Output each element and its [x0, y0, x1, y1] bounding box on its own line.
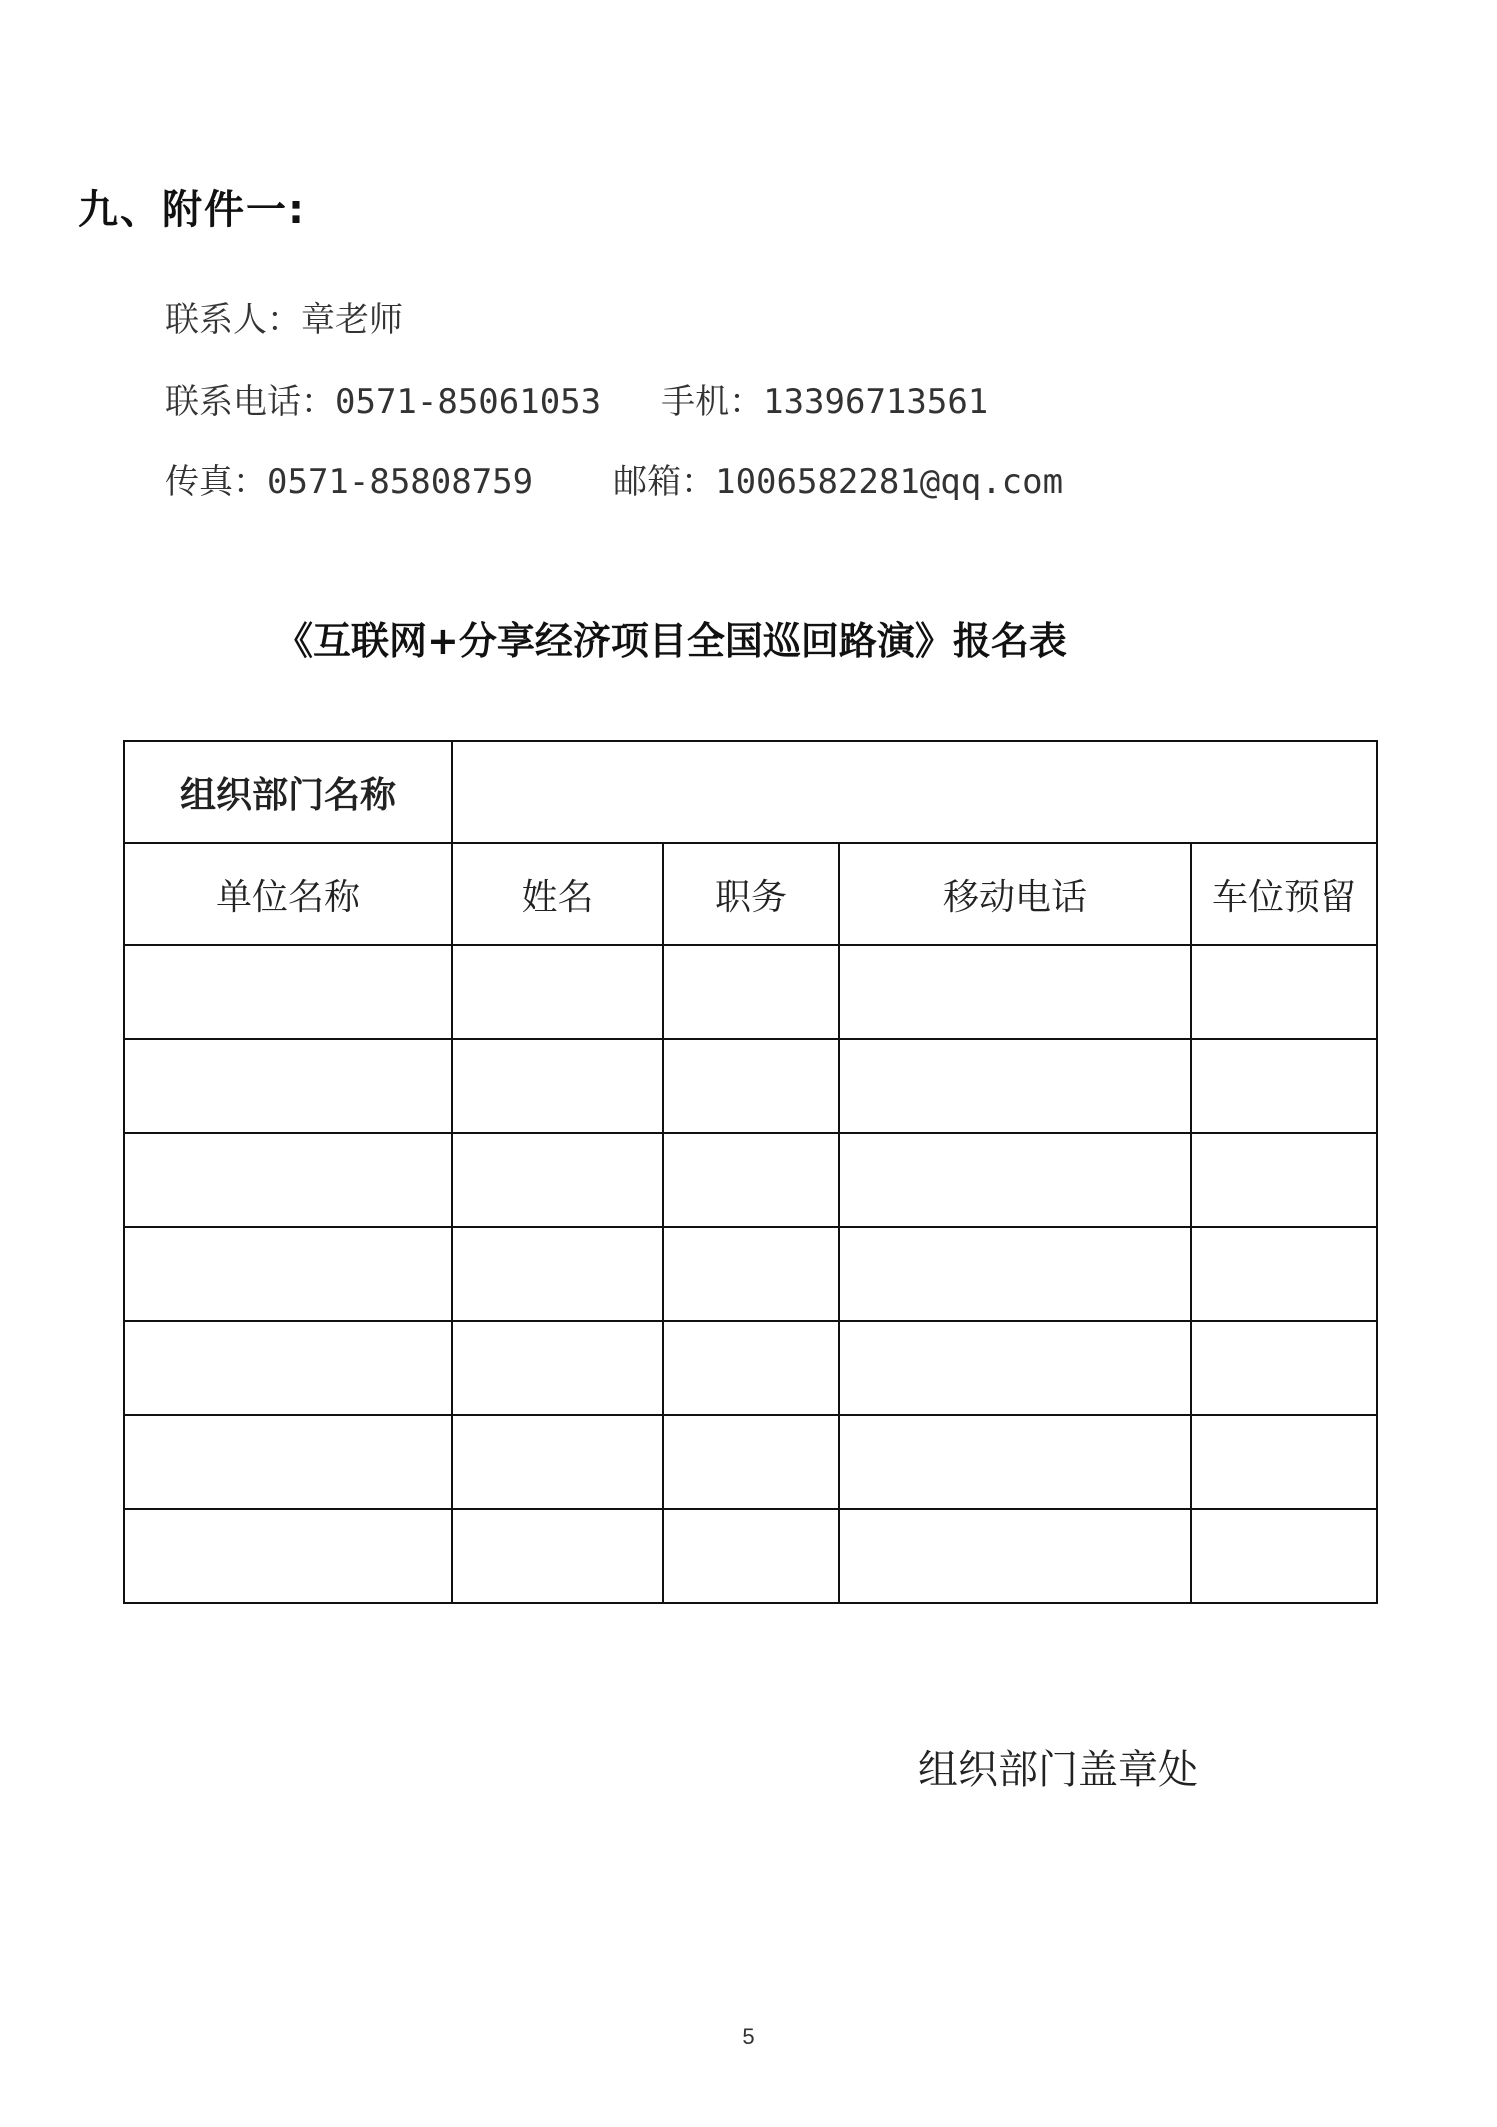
col-header-name: 姓名 [452, 843, 663, 945]
contact-phone: 联系电话：0571-85061053 [165, 382, 602, 422]
org-label: 组织部门名称 [124, 741, 452, 843]
col-header-unit: 单位名称 [124, 843, 452, 945]
table-row [124, 1415, 1377, 1509]
contact-line-2 [165, 374, 988, 423]
table-cell[interactable] [663, 1509, 839, 1603]
seal-area-label: 组织部门盖章处 [918, 1747, 1198, 1793]
table-cell[interactable] [663, 1415, 839, 1509]
table-cell[interactable] [452, 1227, 663, 1321]
table-cell[interactable] [452, 1415, 663, 1509]
table-cell[interactable] [1191, 1039, 1377, 1133]
table-cell[interactable] [1191, 1227, 1377, 1321]
table-cell[interactable] [663, 1227, 839, 1321]
contact-person: 联系人：章老师 [165, 300, 403, 340]
table-cell[interactable] [663, 945, 839, 1039]
table-cell[interactable] [124, 1133, 452, 1227]
table-cell[interactable] [839, 945, 1191, 1039]
table-row [124, 1227, 1377, 1321]
table-cell[interactable] [1191, 945, 1377, 1039]
table-cell[interactable] [452, 945, 663, 1039]
table-cell[interactable] [663, 1039, 839, 1133]
org-value-cell[interactable] [452, 741, 1377, 843]
contact-line-1 [165, 292, 403, 341]
form-title: 《互联网+分享经济项目全国巡回路演》报名表 [275, 619, 1067, 663]
table-row [124, 1509, 1377, 1603]
table-cell[interactable] [124, 1415, 452, 1509]
org-row [124, 741, 1377, 843]
contact-fax: 传真：0571-85808759 [165, 462, 534, 502]
table-cell[interactable] [839, 1321, 1191, 1415]
table-cell[interactable] [663, 1133, 839, 1227]
table-cell[interactable] [1191, 1133, 1377, 1227]
table-cell[interactable] [839, 1039, 1191, 1133]
table-cell[interactable] [452, 1133, 663, 1227]
header-row [124, 843, 1377, 945]
table-row [124, 1321, 1377, 1415]
table-cell[interactable] [839, 1415, 1191, 1509]
table-cell[interactable] [839, 1133, 1191, 1227]
contact-line-3 [165, 454, 1063, 503]
page-number: 5 [742, 2024, 755, 2049]
table-cell[interactable] [663, 1321, 839, 1415]
section-heading: 九、附件一: [78, 187, 306, 233]
table-cell[interactable] [124, 1227, 452, 1321]
table-cell[interactable] [452, 1321, 663, 1415]
table-cell[interactable] [1191, 1509, 1377, 1603]
table-cell[interactable] [839, 1509, 1191, 1603]
registration-table [123, 740, 1378, 1604]
contact-mobile: 手机：13396713561 [661, 382, 989, 422]
table-cell[interactable] [839, 1227, 1191, 1321]
contact-email: 邮箱：1006582281@qq.com [613, 462, 1064, 502]
table-cell[interactable] [124, 1509, 452, 1603]
table-cell[interactable] [1191, 1415, 1377, 1509]
table-cell[interactable] [124, 1321, 452, 1415]
col-header-mobile: 移动电话 [839, 843, 1191, 945]
col-header-position: 职务 [663, 843, 839, 945]
table-row [124, 1133, 1377, 1227]
table-cell[interactable] [452, 1039, 663, 1133]
table-cell[interactable] [1191, 1321, 1377, 1415]
col-header-parking: 车位预留 [1191, 843, 1377, 945]
table-cell[interactable] [124, 1039, 452, 1133]
table-cell[interactable] [452, 1509, 663, 1603]
table-row [124, 945, 1377, 1039]
table-cell[interactable] [124, 945, 452, 1039]
table-row [124, 1039, 1377, 1133]
